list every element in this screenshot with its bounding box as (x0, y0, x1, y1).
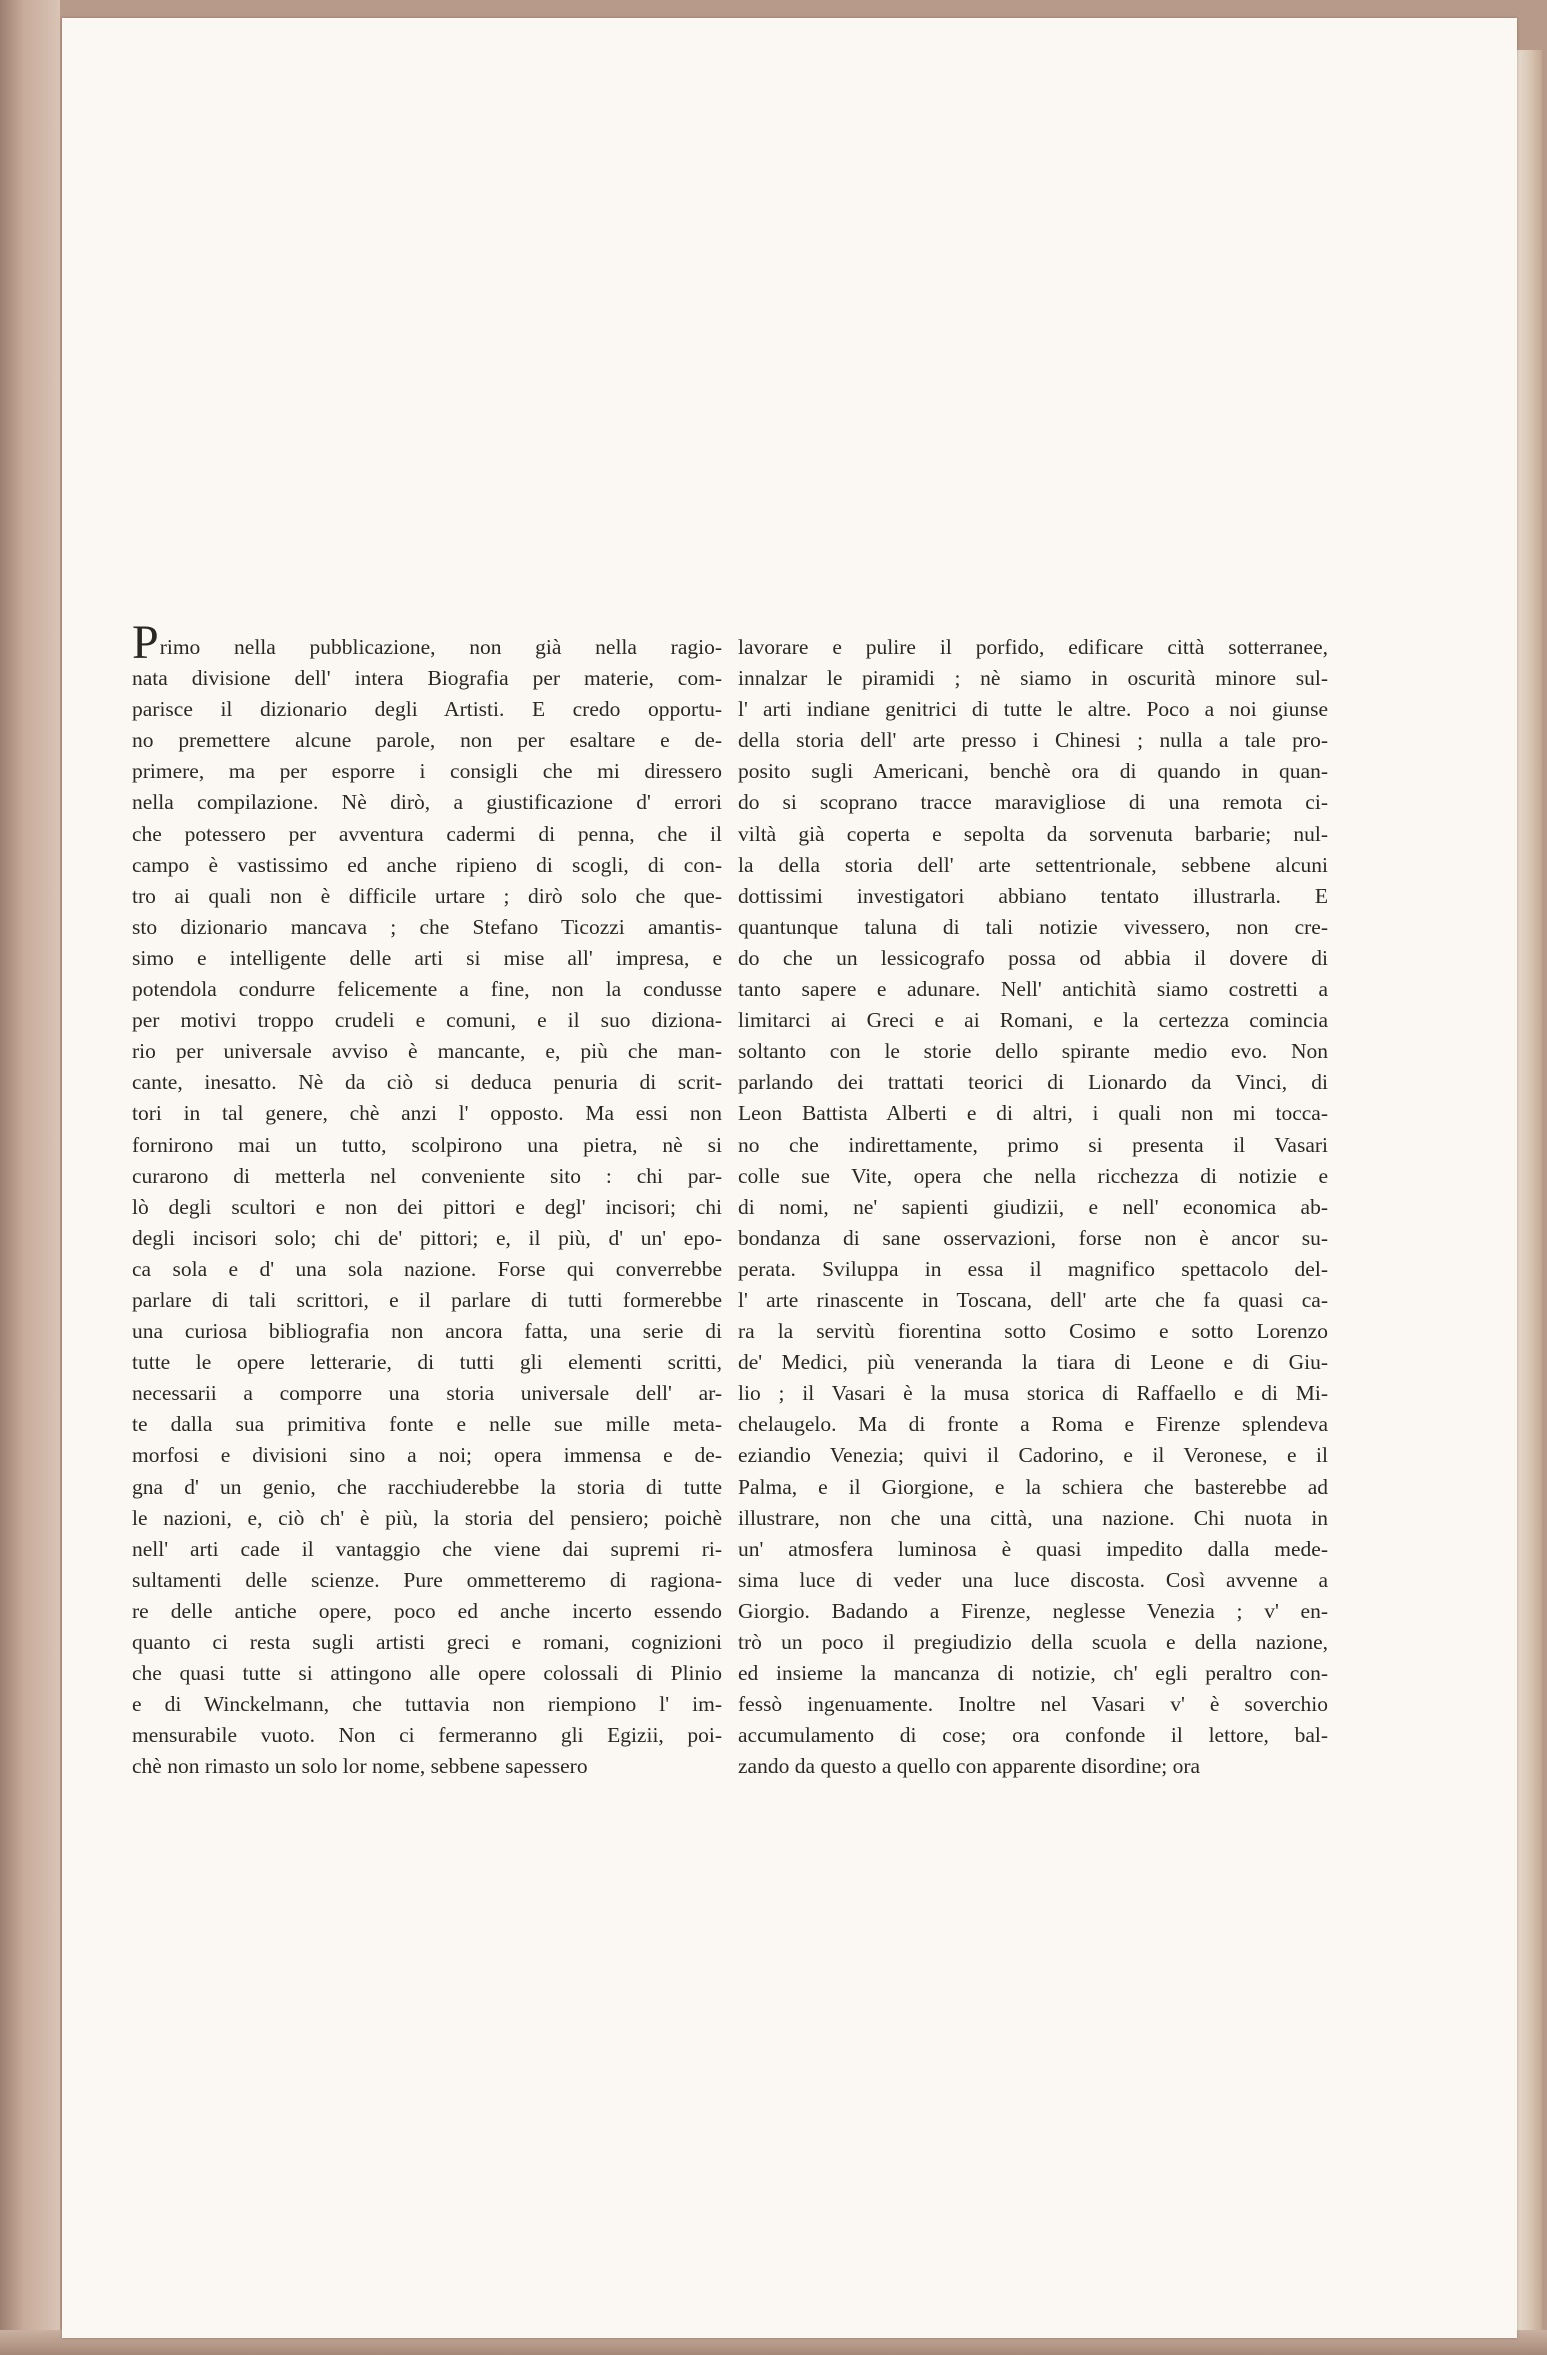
text-line: soltanto con le storie dello spirante medio evo. Non (738, 1039, 1328, 1064)
text-line: eziandio Venezia; quivi il Cadorino, e il Veronese, e il (738, 1443, 1328, 1468)
text-line: un' atmosfera luminosa è quasi impedito dalla mede- (738, 1536, 1328, 1561)
text-line: dottissimi investigatori abbiano tentato illustrarla. E (738, 883, 1328, 908)
text-line: viltà già coperta e sepolta da sorvenuta barbarie; nul- (738, 821, 1328, 846)
text-line: no premettere alcune parole, non per esaltare e de- (132, 728, 722, 753)
text-line: lavorare e pulire il porfido, edificare città sotterranee, (738, 635, 1328, 659)
text-line: lò degli scultori e non dei pittori e degl' incisori; chi (132, 1194, 722, 1219)
text-line: di nomi, ne' sapienti giudizii, e nell' economica ab- (738, 1194, 1328, 1219)
text-line: nella compilazione. Nè dirò, a giustificazione d' errori (132, 790, 722, 815)
text-line: parlare di tali scrittori, e il parlare di tutti formerebbe (132, 1287, 722, 1312)
text-line: quanto ci resta sugli artisti greci e romani, cognizioni (132, 1630, 722, 1654)
text-line: morfosi e divisioni sino a noi; opera immensa e de- (132, 1443, 722, 1468)
text-line: degli incisori solo; chi de' pittori; e, il più, d' un' epo- (132, 1225, 722, 1250)
text-line: per motivi troppo crudeli e comuni, e il suo diziona- (132, 1008, 722, 1033)
text-line: ra la servitù fiorentina sotto Cosimo e sotto Lorenzo (738, 1319, 1328, 1344)
text-line: nell' arti cade il vantaggio che viene dai supremi ri- (132, 1536, 722, 1561)
text-line: chè non rimasto un solo lor nome, sebbene sapessero (132, 1754, 588, 1779)
text-line: accumulamento di cose; ora confonde il lettore, bal- (738, 1723, 1328, 1748)
text-line: che quasi tutte si attingono alle opere colossali di Plinio (132, 1661, 722, 1686)
text-line: l' arti indiane genitrici di tutte le altre. Poco a noi giunse (738, 697, 1328, 722)
text-line: necessarii a comporre una storia universale dell' ar- (132, 1381, 722, 1406)
text-line: gna d' un genio, che racchiuderebbe la storia di tutte (132, 1474, 722, 1499)
text-line: no che indirettamente, primo si presenta il Vasari (738, 1132, 1328, 1157)
text-line: della storia dell' arte presso i Chinesi ; nulla a tale pro- (738, 728, 1328, 753)
text-column-right (738, 632, 1328, 1782)
text-line: zando da questo a quello con apparente disordine; ora (738, 1754, 1201, 1779)
text-line: cante, inesatto. Nè da ciò si deduca penuria di scrit- (132, 1070, 722, 1095)
text-line: quantunque taluna di tali notizie vivessero, non cre- (738, 914, 1328, 939)
text-line: Leon Battista Alberti e di altri, i quali non mi tocca- (738, 1101, 1328, 1126)
text-line: innalzar le piramidi ; nè siamo in oscurità minore sul- (738, 666, 1328, 691)
text-line: una curiosa bibliografia non ancora fatta, una serie di (132, 1319, 722, 1344)
text-line: sima luce di veder una luce discosta. Così avvenne a (738, 1567, 1328, 1592)
text-line-content: rimo nella pubblicazione, non già nella ragio- (159, 635, 722, 659)
text-line: limitarci ai Greci e ai Romani, e la certezza comincia (738, 1008, 1328, 1033)
text-line: bondanza di sane osservazioni, forse non è ancor su- (738, 1225, 1328, 1250)
text-line: primere, ma per esporre i consigli che mi diressero (132, 759, 722, 784)
text-line: nata divisione dell' intera Biografia per materie, com- (132, 666, 722, 691)
text-line: ed insieme la mancanza di notizie, ch' egli peraltro con- (738, 1661, 1328, 1686)
text-line: sto dizionario mancava ; che Stefano Ticozzi amantis- (132, 914, 722, 939)
text-line: re delle antiche opere, poco ed anche incerto essendo (132, 1598, 722, 1623)
text-line: chelaugelo. Ma di fronte a Roma e Firenze splendeva (738, 1412, 1328, 1437)
text-line: de' Medici, più veneranda la tiara di Leone e di Giu- (738, 1350, 1328, 1375)
text-line: do che un lessicografo possa od abbia il dovere di (738, 945, 1328, 970)
text-line: parisce il dizionario degli Artisti. E credo opportu- (132, 697, 722, 722)
text-line: Palma, e il Giorgione, e la schiera che basterebbe ad (738, 1474, 1328, 1499)
text-line: che potessero per avventura cadermi di penna, che il (132, 821, 722, 846)
text-line: mensurabile vuoto. Non ci fermeranno gli Egizii, poi- (132, 1723, 722, 1748)
text-line: curarono di metterla nel conveniente sito : chi par- (132, 1163, 722, 1188)
text-line: tro ai quali non è difficile urtare ; dirò solo che que- (132, 883, 722, 908)
text-line: le nazioni, e, ciò ch' è più, la storia del pensiero; poichè (132, 1505, 722, 1530)
text-line: sultamenti delle scienze. Pure ommetteremo di ragiona- (132, 1567, 722, 1592)
text-line: lio ; il Vasari è la musa storica di Raffaello e di Mi- (738, 1381, 1328, 1406)
text-line: potendola condurre felicemente a fine, non la condusse (132, 977, 722, 1002)
text-line: simo e intelligente delle arti si mise all' impresa, e (132, 945, 722, 970)
text-line (132, 616, 722, 669)
text-line: tori in tal genere, chè anzi l' opposto. Ma essi non (132, 1101, 722, 1126)
text-line: tanto sapere e adunare. Nell' antichità siamo costretti a (738, 977, 1328, 1002)
text-line: la della storia dell' arte settentrionale, sebbene alcuni (738, 852, 1328, 877)
text-column-left (132, 616, 722, 1782)
text-line: perata. Sviluppa in essa il magnifico spettacolo del- (738, 1256, 1328, 1281)
text-line: Giorgio. Badando a Firenze, neglesse Venezia ; v' en- (738, 1598, 1328, 1623)
text-line: fessò ingenuamente. Inoltre nel Vasari v' è soverchio (738, 1692, 1328, 1717)
text-line: tutte le opere letterarie, di tutti gli elementi scritti, (132, 1350, 722, 1375)
text-line: te dalla sua primitiva fonte e nelle sue mille meta- (132, 1412, 722, 1437)
drop-capital: P (132, 616, 159, 669)
text-line: illustrare, non che una città, una nazione. Chi nuota in (738, 1505, 1328, 1530)
text-line: l' arte rinascente in Toscana, dell' arte che fa quasi ca- (738, 1287, 1328, 1312)
text-line: ca sola e d' una sola nazione. Forse qui converrebbe (132, 1256, 722, 1281)
text-line: trò un poco il pregiudizio della scuola e della nazione, (738, 1630, 1328, 1654)
text-line: parlando dei trattati teorici di Lionardo da Vinci, di (738, 1070, 1328, 1095)
text-line: campo è vastissimo ed anche ripieno di scogli, di con- (132, 852, 722, 877)
text-line: colle sue Vite, opera che nella ricchezza di notizie e (738, 1163, 1328, 1188)
text-line: do si scoprano tracce maravigliose di una remota ci- (738, 790, 1328, 815)
book-gutter-edge (0, 0, 60, 2355)
text-line: fornirono mai un tutto, scolpirono una pietra, nè si (132, 1132, 722, 1157)
text-line: posito sugli Americani, benchè ora di quando in quan- (738, 759, 1328, 784)
text-line: rio per universale avviso è mancante, e, più che man- (132, 1039, 722, 1064)
text-line: e di Winckelmann, che tuttavia non riempiono l' im- (132, 1692, 722, 1717)
